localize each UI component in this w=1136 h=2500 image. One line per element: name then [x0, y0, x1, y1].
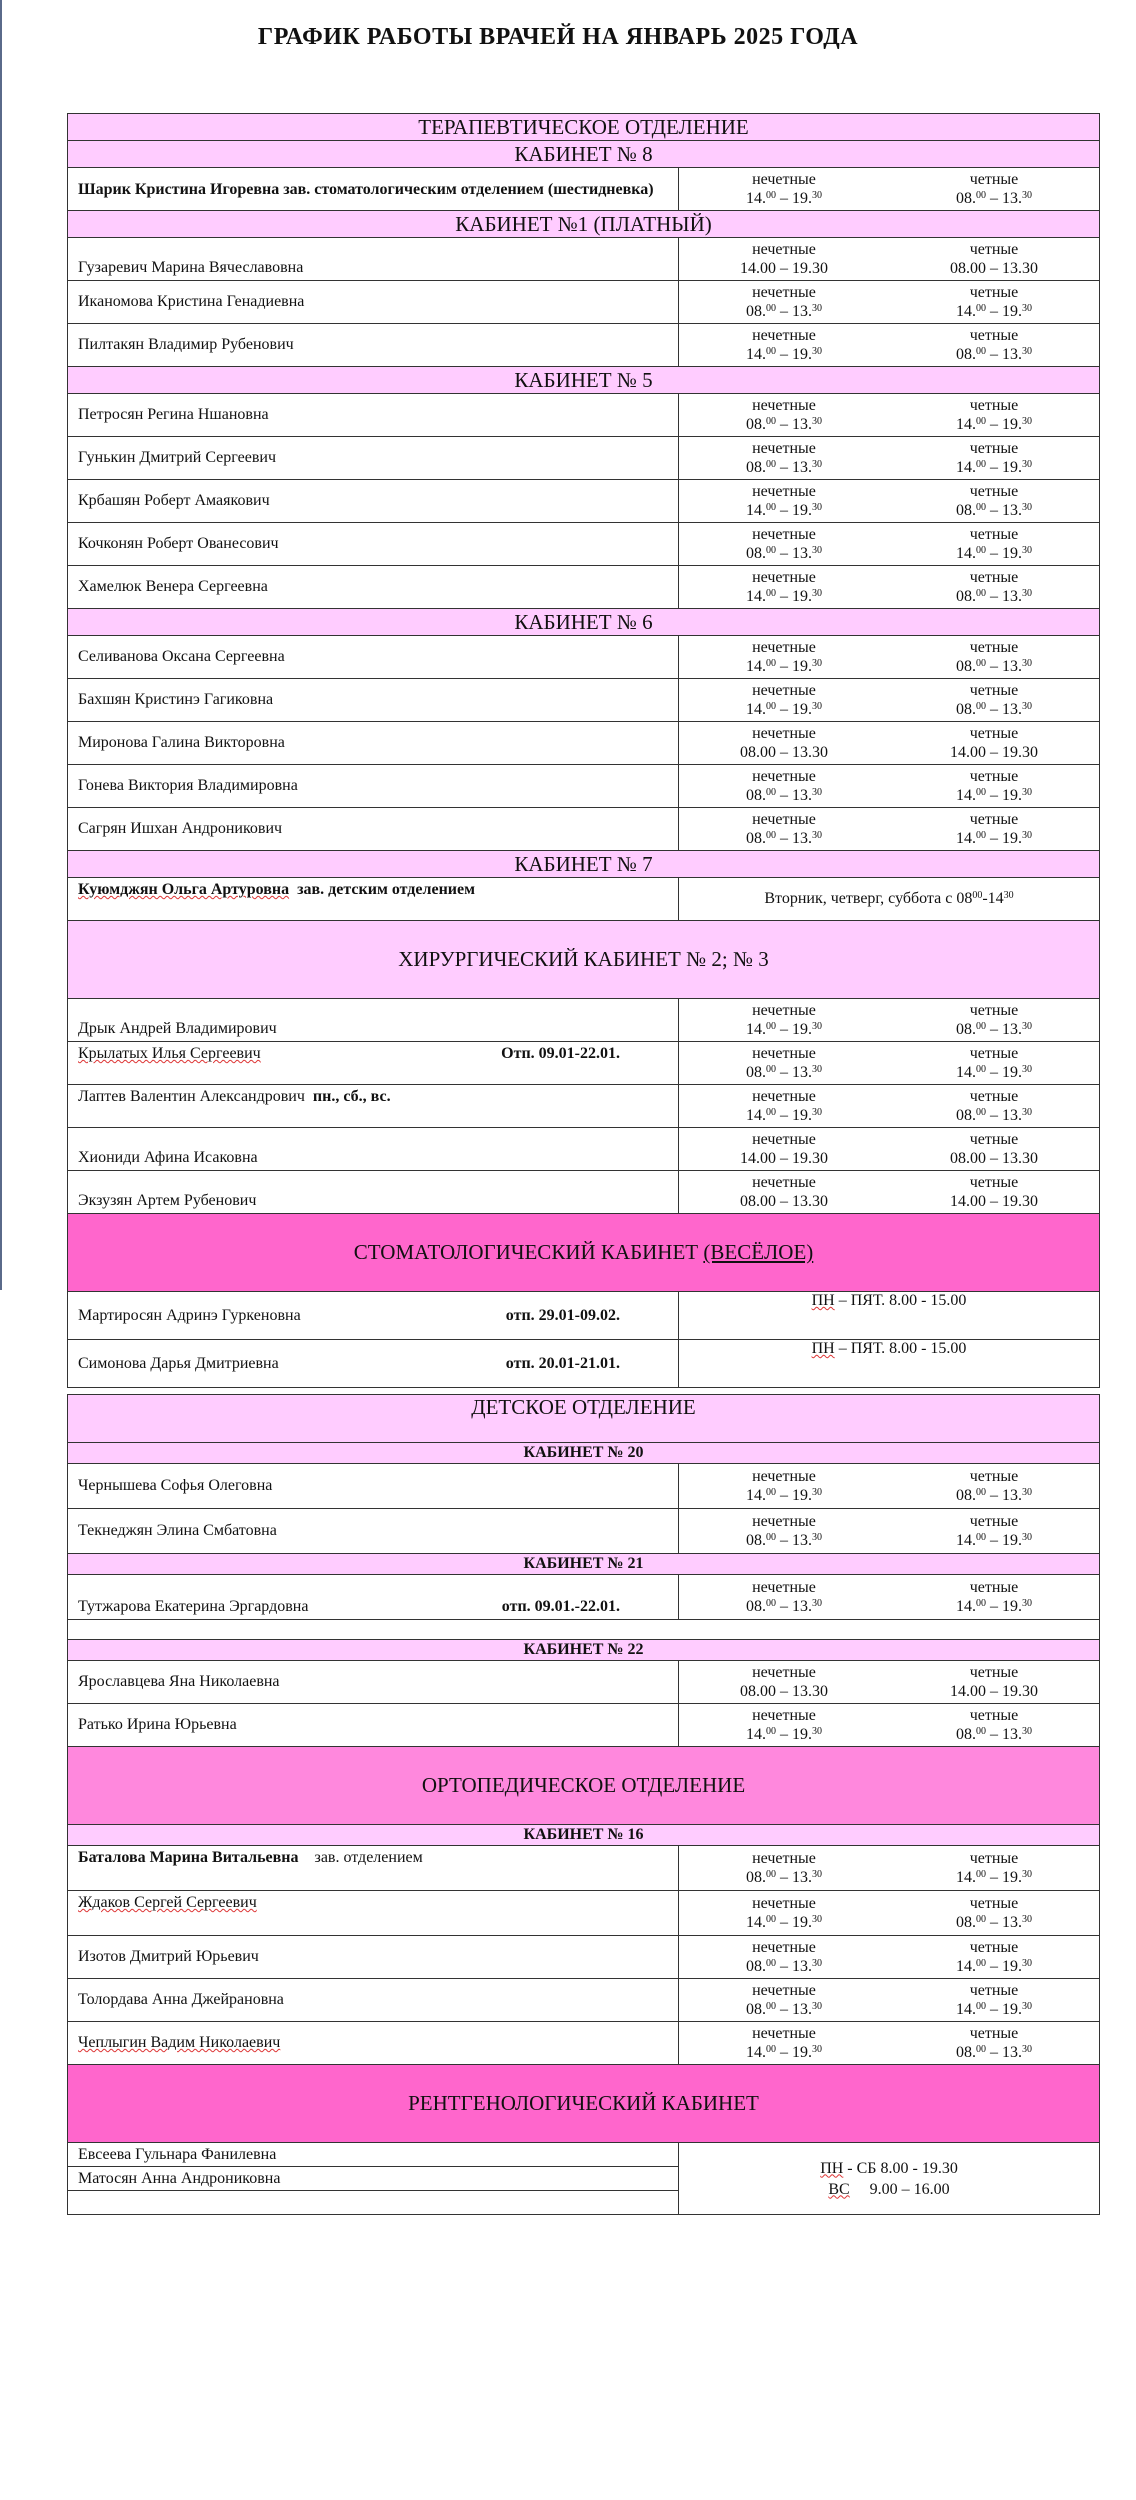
odd-days: нечетные 14.00 – 19.30 — [740, 1131, 828, 1167]
odd-days: нечетные 14.00 – 19.30 — [740, 241, 828, 277]
schedule-cell — [679, 1979, 1100, 2022]
sched-days: ПН — [811, 1340, 835, 1357]
room-7-header: КАБИНЕТ № 7 — [68, 851, 1100, 878]
schedule-cell — [679, 808, 1100, 851]
vacation-note: отп. 29.01-09.02. — [505, 1306, 620, 1324]
doctor-name-text: Баталова Марина Витальевна — [78, 1849, 299, 1866]
doctor-name — [68, 2022, 679, 2065]
schedule-cell — [679, 765, 1100, 808]
schedule-pair — [679, 1173, 1099, 1211]
schedule-cell — [679, 1846, 1100, 1891]
schedule-pair — [679, 1130, 1099, 1168]
even-days: четные 08.00 – 13.30 — [956, 1002, 1032, 1038]
days-note: пн., сб., вс. — [312, 1088, 391, 1105]
even-days: четные 14.00 – 19.30 — [950, 1664, 1038, 1700]
schedule-cell — [679, 480, 1100, 523]
schedule-pair — [679, 1044, 1099, 1082]
even-days: четные 08.00 – 13.30 — [950, 241, 1038, 277]
schedule-pair — [679, 724, 1099, 762]
dept-dental-title — [68, 1214, 1100, 1292]
doctor-name: Хамелюк Венера Сергеевна — [68, 566, 679, 609]
sched-hours: – ПЯТ. 8.00 - 15.00 — [834, 1292, 967, 1309]
doctor-name: Ратько Ирина Юрьевна — [68, 1704, 679, 1747]
odd-days: нечетные 08.00 – 13.30 — [746, 811, 822, 847]
odd-days: нечетные 08.00 – 13.30 — [740, 1174, 828, 1210]
even-days: четные 08.00 – 13.30 — [956, 1088, 1032, 1124]
schedule-cell — [679, 999, 1100, 1042]
head-role: зав. отделением — [314, 1849, 423, 1866]
schedule-pair — [679, 767, 1099, 805]
odd-days: нечетные 08.00 – 13.30 — [740, 1664, 828, 1700]
xray-line-2 — [679, 2179, 1099, 2200]
schedule-cell — [679, 238, 1100, 281]
odd-days: нечетные 14.00 – 19.30 — [746, 1002, 822, 1038]
schedule-cell — [679, 324, 1100, 367]
room-16-header: КАБИНЕТ № 16 — [68, 1825, 1100, 1846]
schedule-pair — [679, 439, 1099, 477]
doctor-name — [68, 1340, 679, 1388]
doctor-name: Дрык Андрей Владимирович — [68, 999, 679, 1042]
room7-head-role: зав. детским отделением — [297, 881, 475, 898]
doctor-name — [68, 2191, 679, 2215]
even-days: четные 08.00 – 13.30 — [956, 327, 1032, 363]
doctor-name: Евсеева Гульнара Фанилевна — [68, 2143, 679, 2167]
even-days: четные 08.00 – 13.30 — [956, 639, 1032, 675]
doctor-name: Гунькин Дмитрий Сергеевич — [68, 437, 679, 480]
time-sup: 00 — [972, 890, 983, 901]
schedule-cell — [679, 1292, 1100, 1340]
schedule-cell — [679, 679, 1100, 722]
doctor-name-text: Лаптев Валентин Александрович — [78, 1088, 305, 1105]
spacer — [68, 1388, 1100, 1395]
doctor-name — [68, 1292, 679, 1340]
sched-hours: – ПЯТ. 8.00 - 15.00 — [834, 1340, 967, 1357]
odd-days: нечетные 08.00 – 13.30 — [740, 725, 828, 761]
even-days: четные 14.00 – 19.30 — [956, 284, 1032, 320]
doctor-name: Миронова Галина Викторовна — [68, 722, 679, 765]
dept-surgery-title: ХИРУРГИЧЕСКИЙ КАБИНЕТ № 2; № 3 — [68, 921, 1100, 999]
document-title: ГРАФИК РАБОТЫ ВРАЧЕЙ НА ЯНВАРЬ 2025 ГОДА — [257, 24, 859, 50]
sched-hours: 9.00 – 16.00 — [849, 2180, 950, 2198]
room-21-header: КАБИНЕТ № 21 — [68, 1554, 1100, 1575]
doctor-name: Ярославцева Яна Николаевна — [68, 1661, 679, 1704]
even-days: четные 08.00 – 13.30 — [956, 1707, 1032, 1743]
schedule-pair — [679, 1663, 1099, 1701]
schedule-pair — [679, 568, 1099, 606]
schedule-cell — [679, 1891, 1100, 1936]
doctor-name-text: Чеплыгин Вадим Николаевич — [78, 2034, 281, 2051]
odd-days: нечетные 14.00 – 19.30 — [746, 327, 822, 363]
doctor-name — [68, 878, 679, 921]
schedule-pair — [679, 638, 1099, 676]
schedule-pair — [679, 1981, 1099, 2019]
doctor-name — [68, 1846, 679, 1891]
doctor-name-text: Симонова Дарья Дмитриевна — [78, 1354, 279, 1372]
doctor-name: Экзузян Артем Рубенович — [68, 1171, 679, 1214]
doctor-name-text: Ждаков Сергей Сергеевич — [78, 1894, 257, 1911]
schedule-table — [67, 113, 1100, 2215]
odd-days: нечетные 14.00 – 19.30 — [746, 682, 822, 718]
even-days: четные 14.00 – 19.30 — [950, 725, 1038, 761]
doctor-name: Изотов Дмитрий Юрьевич — [68, 1936, 679, 1979]
schedule-pair — [679, 170, 1099, 208]
odd-days: нечетные 08.00 – 13.30 — [746, 1939, 822, 1975]
even-days: четные 14.00 – 19.30 — [956, 811, 1032, 847]
odd-days: нечетные 08.00 – 13.30 — [746, 1982, 822, 2018]
even-days: четные 08.00 – 13.30 — [956, 1895, 1032, 1931]
dept-xray-title: РЕНТГЕНОЛОГИЧЕСКИЙ КАБИНЕТ — [68, 2065, 1100, 2143]
doctor-name — [68, 1575, 679, 1620]
schedule-cell — [679, 1042, 1100, 1085]
spacer — [68, 1620, 1100, 1640]
schedule-cell — [679, 1704, 1100, 1747]
room-5-header: КАБИНЕТ № 5 — [68, 367, 1100, 394]
doctor-name: Хиониди Афина Исаковна — [68, 1128, 679, 1171]
doctor-name: Текнеджян Элина Смбатовна — [68, 1509, 679, 1554]
schedule-pair — [679, 1849, 1099, 1887]
sched-days: ВС — [828, 2180, 850, 2198]
doctor-name: Сагрян Ишхан Андроникович — [68, 808, 679, 851]
odd-days: нечетные 14.00 – 19.30 — [746, 483, 822, 519]
doctor-name-text: Крылатых Илья Сергеевич — [78, 1045, 261, 1062]
vacation-note: Отп. 09.01-22.01. — [501, 1045, 620, 1062]
odd-days: нечетные 08.00 – 13.30 — [746, 440, 822, 476]
schedule-cell — [679, 523, 1100, 566]
schedule-pair — [679, 1467, 1099, 1505]
room-1-header: КАБИНЕТ №1 (ПЛАТНЫЙ) — [68, 211, 1100, 238]
dental-title-text: СТОМАТОЛОГИЧЕСКИЙ КАБИНЕТ — [353, 1240, 699, 1264]
odd-days: нечетные 14.00 – 19.30 — [746, 1468, 822, 1504]
schedule-cell — [679, 2143, 1100, 2215]
schedule-pair — [679, 1087, 1099, 1125]
schedule-cell — [679, 168, 1100, 211]
schedule-cell — [679, 1575, 1100, 1620]
doctor-name: Крбашян Роберт Амаякович — [68, 480, 679, 523]
even-days: четные 08.00 – 13.30 — [956, 483, 1032, 519]
schedule-cell — [679, 1128, 1100, 1171]
schedule-cell — [679, 1661, 1100, 1704]
vacation-note: отп. 20.01-21.01. — [505, 1354, 620, 1372]
room7-dash: -14 — [982, 890, 1004, 907]
even-days: четные 14.00 – 19.30 — [956, 1045, 1032, 1081]
odd-days: нечетные 08.00 – 13.30 — [746, 768, 822, 804]
room7-head-name: Куюмджян Ольга Артуровна — [78, 881, 290, 898]
even-days: четные 14.00 – 19.30 — [956, 1850, 1032, 1886]
dental-title-place: (ВЕСЁЛОЕ) — [703, 1240, 814, 1264]
time-sup: 30 — [1003, 890, 1014, 901]
schedule-cell — [679, 281, 1100, 324]
even-days: четные 08.00 – 13.30 — [950, 1131, 1038, 1167]
doctor-name: Бахшян Кристинэ Гагиковна — [68, 679, 679, 722]
dept-therapy-title: ТЕРАПЕВТИЧЕСКОЕ ОТДЕЛЕНИЕ — [68, 114, 1100, 141]
even-days: четные 08.00 – 13.30 — [956, 1468, 1032, 1504]
odd-days: нечетные 08.00 – 13.30 — [746, 1513, 822, 1549]
dept-children-title: ДЕТСКОЕ ОТДЕЛЕНИЕ — [68, 1395, 1100, 1443]
dept-ortho-title: ОРТОПЕДИЧЕСКОЕ ОТДЕЛЕНИЕ — [68, 1747, 1100, 1825]
schedule-sheet — [67, 113, 1099, 2215]
schedule-pair — [679, 482, 1099, 520]
schedule-pair — [679, 2024, 1099, 2062]
room-8-header: КАБИНЕТ № 8 — [68, 141, 1100, 168]
doctor-name: Гузаревич Марина Вячеславовна — [68, 238, 679, 281]
odd-days: нечетные 14.00 – 19.30 — [746, 1895, 822, 1931]
even-days: четные 14.00 – 19.30 — [956, 1939, 1032, 1975]
schedule-cell — [679, 1464, 1100, 1509]
schedule-cell — [679, 1171, 1100, 1214]
doctor-name — [68, 1042, 679, 1085]
schedule-pair — [679, 1894, 1099, 1932]
schedule-cell — [679, 636, 1100, 679]
schedule-pair — [679, 1938, 1099, 1976]
doctor-name: Шарик Кристина Игоревна зав. стоматологическим отделением (шестидневка) — [68, 168, 679, 211]
odd-days: нечетные 14.00 – 19.30 — [746, 1707, 822, 1743]
doctor-name: Селиванова Оксана Сергеевна — [68, 636, 679, 679]
schedule-cell — [679, 878, 1100, 921]
even-days: четные 08.00 – 13.30 — [956, 569, 1032, 605]
schedule-pair — [679, 396, 1099, 434]
schedule-pair — [679, 1706, 1099, 1744]
doctor-name: Кочконян Роберт Ованесович — [68, 523, 679, 566]
even-days: четные 08.00 – 13.30 — [956, 2025, 1032, 2061]
schedule-pair — [679, 326, 1099, 364]
page-edge-line — [0, 0, 2, 1290]
even-days: четные 14.00 – 19.30 — [956, 526, 1032, 562]
odd-days: нечетные 08.00 – 13.30 — [746, 397, 822, 433]
schedule-pair — [679, 1578, 1099, 1616]
sched-days: ПН — [811, 1292, 835, 1309]
doctor-name: Гонева Виктория Владимировна — [68, 765, 679, 808]
schedule-cell — [679, 1340, 1100, 1388]
sched-days: ПН — [820, 2159, 844, 2177]
room-22-header: КАБИНЕТ № 22 — [68, 1640, 1100, 1661]
even-days: четные 14.00 – 19.30 — [956, 1982, 1032, 2018]
odd-days: нечетные 14.00 – 19.30 — [746, 171, 822, 207]
odd-days: нечетные 14.00 – 19.30 — [746, 2025, 822, 2061]
doctor-name: Матосян Анна Андрониковна — [68, 2167, 679, 2191]
sched-hours: - СБ 8.00 - 19.30 — [843, 2159, 958, 2177]
doctor-name: Чернышева Софья Олеговна — [68, 1464, 679, 1509]
schedule-cell — [679, 1509, 1100, 1554]
schedule-cell — [679, 394, 1100, 437]
schedule-pair — [679, 1001, 1099, 1039]
doctor-name: Иканомова Кристина Генадиевна — [68, 281, 679, 324]
doctor-name — [68, 1891, 679, 1936]
room-20-header: КАБИНЕТ № 20 — [68, 1443, 1100, 1464]
doctor-name: Толордава Анна Джейрановна — [68, 1979, 679, 2022]
odd-days: нечетные 14.00 – 19.30 — [746, 639, 822, 675]
schedule-cell — [679, 1085, 1100, 1128]
schedule-pair — [679, 525, 1099, 563]
schedule-cell — [679, 722, 1100, 765]
schedule-pair — [679, 240, 1099, 278]
odd-days: нечетные 08.00 – 13.30 — [746, 284, 822, 320]
even-days: четные 14.00 – 19.30 — [950, 1174, 1038, 1210]
even-days: четные 14.00 – 19.30 — [956, 1513, 1032, 1549]
doctor-name — [68, 1085, 679, 1128]
schedule-cell — [679, 437, 1100, 480]
doctor-name: Петросян Регина Ншановна — [68, 394, 679, 437]
doctor-name: Пилтакян Владимир Рубенович — [68, 324, 679, 367]
schedule-cell — [679, 2022, 1100, 2065]
doctor-name-text: Мартиросян Адринэ Гуркеновна — [78, 1306, 301, 1324]
even-days: четные 08.00 – 13.30 — [956, 682, 1032, 718]
xray-line-1 — [679, 2158, 1099, 2179]
odd-days: нечетные 14.00 – 19.30 — [746, 1088, 822, 1124]
room-6-header: КАБИНЕТ № 6 — [68, 609, 1100, 636]
even-days: четные 14.00 – 19.30 — [956, 1579, 1032, 1615]
schedule-cell — [679, 566, 1100, 609]
odd-days: нечетные 08.00 – 13.30 — [746, 1850, 822, 1886]
odd-days: нечетные 08.00 – 13.30 — [746, 1045, 822, 1081]
vacation-note: отп. 09.01.-22.01. — [501, 1598, 620, 1615]
schedule-pair — [679, 810, 1099, 848]
odd-days: нечетные 08.00 – 13.30 — [746, 1579, 822, 1615]
schedule-pair — [679, 681, 1099, 719]
schedule-pair — [679, 1512, 1099, 1550]
odd-days: нечетные 08.00 – 13.30 — [746, 526, 822, 562]
odd-days: нечетные 14.00 – 19.30 — [746, 569, 822, 605]
even-days: четные 14.00 – 19.30 — [956, 440, 1032, 476]
even-days: четные 14.00 – 19.30 — [956, 768, 1032, 804]
doctor-name-text: Тутжарова Екатерина Эргардовна — [78, 1598, 309, 1615]
room7-days: Вторник, четверг, суббота с 08 — [764, 890, 973, 907]
schedule-cell — [679, 1936, 1100, 1979]
even-days: четные 08.00 – 13.30 — [956, 171, 1032, 207]
even-days: четные 14.00 – 19.30 — [956, 397, 1032, 433]
schedule-pair — [679, 283, 1099, 321]
